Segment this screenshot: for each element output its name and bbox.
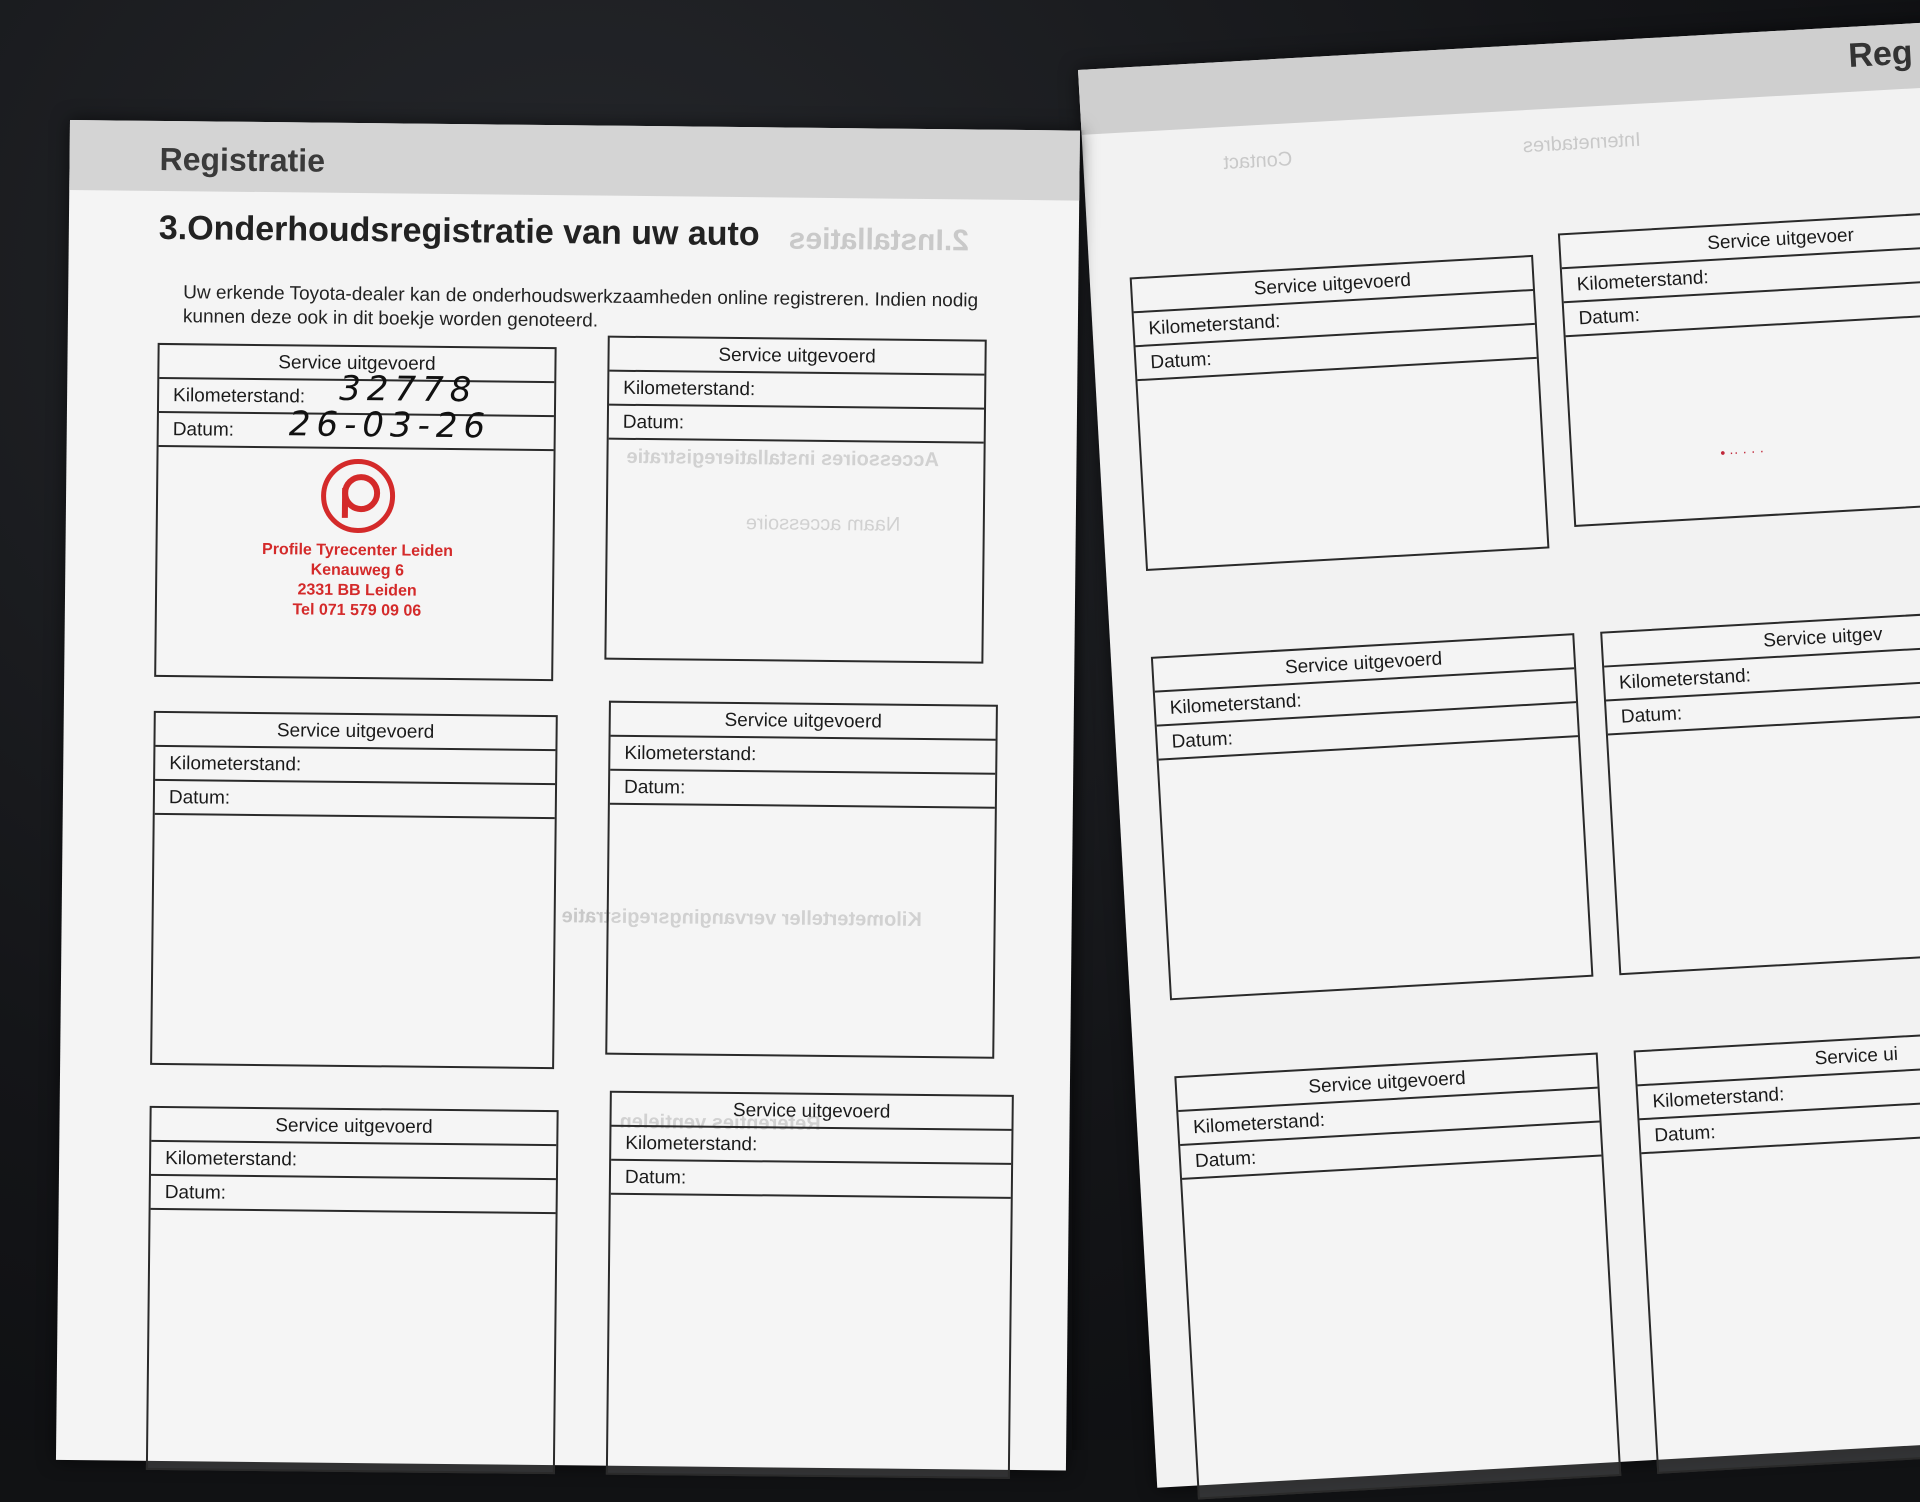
date-label: Datum: [609, 406, 984, 444]
service-title: Service uitgevoerd [1132, 257, 1533, 313]
service-title: Service uitgevoerd [1176, 1055, 1597, 1112]
service-box-6 [606, 1091, 1014, 1479]
service-title: Service uitgevoerd [155, 713, 555, 751]
left-page-header-text: Registratie [159, 140, 326, 179]
right-page-header-text: Reg [1847, 33, 1914, 75]
dealer-stamp [212, 458, 504, 623]
service-box-r2 [1558, 209, 1920, 527]
ghost-naam-accessoire: Naam accessoire [745, 512, 901, 536]
service-title: Service uitgevoerd [611, 703, 996, 741]
service-title: Service uitgevoerd [611, 1093, 1011, 1131]
right-page [1078, 20, 1920, 1488]
km-label: Kilometerstand: [1638, 1062, 1920, 1121]
service-box-1 [154, 343, 556, 681]
km-label: Kilometerstand: [609, 372, 984, 410]
ghost-contact: Contact [1222, 148, 1293, 175]
date-label: Datum: [611, 1161, 1011, 1199]
service-title: Service uitgevoer [1560, 211, 1920, 270]
ghost-referenties: Referenties ventielen [619, 1110, 821, 1135]
service-box-4 [605, 701, 998, 1059]
date-label: Datum: [610, 771, 995, 809]
km-label: Kilometerstand: [151, 1142, 556, 1180]
km-label: Kilometerstand: [1562, 245, 1920, 304]
service-box-r1 [1130, 255, 1550, 571]
service-box-5 [146, 1106, 559, 1474]
date-label: Datum: [1640, 1096, 1920, 1155]
date-label: Datum: [1606, 677, 1920, 736]
page-title: 3.Onderhoudsregistratie van uw auto [158, 208, 760, 254]
date-label: Datum: [159, 413, 554, 451]
service-title: Service uitgev [1602, 609, 1920, 668]
date-label: Datum: [1180, 1123, 1601, 1180]
handwritten-km: 32778 [338, 368, 478, 411]
km-label: Kilometerstand: [1155, 669, 1576, 726]
profile-logo-icon [321, 459, 396, 534]
ghost-accessoires: Accessoires installatieregistratie [626, 445, 939, 472]
stamp-phone: Tel 071 579 09 06 [292, 601, 422, 620]
service-box-r3 [1151, 633, 1594, 1000]
date-label: Datum: [151, 1176, 556, 1214]
km-label: Kilometerstand: [1604, 643, 1920, 702]
stamp-name: Profile Tyrecenter Leiden [261, 541, 454, 561]
service-title: Service ui [1636, 1028, 1920, 1087]
red-ink-specks: • ·· · · · [1719, 442, 1765, 461]
service-title: Service uitgevoerd [151, 1108, 556, 1146]
km-label: Kilometerstand: [611, 1127, 1011, 1165]
service-box-3 [150, 711, 558, 1069]
stamp-city: 2331 BB Leiden [297, 581, 417, 600]
service-box-2 [604, 336, 986, 664]
intro-text: Uw erkende Toyota-dealer kan de onderhoudswerkzaamheden online registreren. Indien nodig kunnen deze ook in dit boekje worden genoteerd. [182, 282, 979, 332]
service-box-r5 [1174, 1053, 1621, 1500]
handwritten-date: 26-03-26 [288, 404, 492, 447]
stamp-street: Kenauweg 6 [310, 561, 405, 580]
km-label: Kilometerstand: [610, 737, 995, 775]
service-title: Service uitgevoerd [159, 345, 554, 383]
left-page-header [69, 120, 1080, 201]
date-label: Datum: [155, 781, 555, 819]
km-label: Kilometerstand: [155, 747, 555, 785]
date-label: Datum: [1564, 279, 1920, 338]
service-box-r4 [1600, 607, 1920, 975]
km-label: Kilometerstand: [1134, 291, 1535, 347]
date-label: Datum: [1136, 325, 1537, 381]
date-label: Datum: [1157, 703, 1578, 760]
km-label: Kilometerstand: [1178, 1089, 1599, 1146]
ghost-installaties: 2.Installaties [788, 222, 970, 258]
service-box-r6 [1634, 1026, 1920, 1474]
ghost-internetadres: Internetadres [1522, 128, 1642, 158]
service-title: Service uitgevoerd [609, 338, 984, 376]
ghost-kilometerteller: Kilometerteller vervangingsregistratie [561, 905, 922, 931]
service-title: Service uitgevoerd [1153, 635, 1574, 692]
km-label: Kilometerstand: [159, 379, 554, 417]
left-page [56, 120, 1080, 1471]
